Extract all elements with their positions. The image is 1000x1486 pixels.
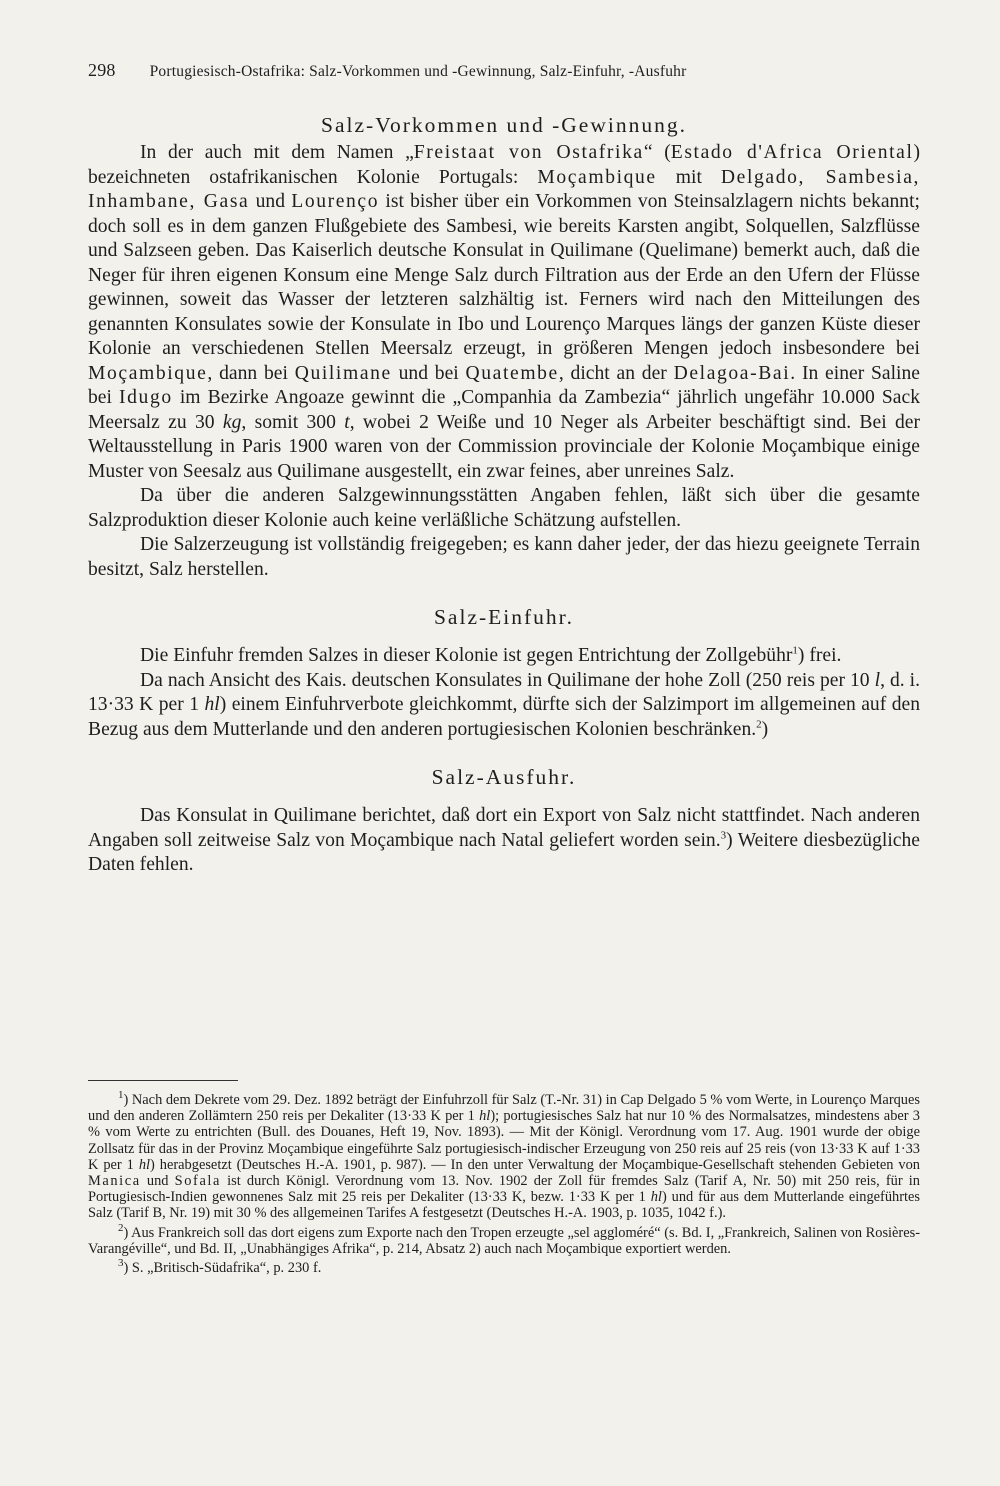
text-run: ) bezeichneten ostafrikanischen Kolonie Portugals: [88,142,921,188]
text-run: ) frei. [797,645,842,666]
text-run: im Bezirke Angoaze gewinnt die „Companhia da Zambezia“ jährlich ungefähr 10.000 Sack Meersalz zu 30 [88,387,920,433]
text-run: ist bisher über ein Vorkommen von Steinsalzlagern nichts bekannt; doch soll es in dem ganzen Flußgebiete des Sambesi, wie bereits Karsten angibt, Solquellen, Salzflüsse und Salzseen geben. Das Kaiserlich deutsche Konsulat in Quilimane (Quelimane) bemerkt auch, daß die Neger für ihren eigenen Konsum eine Menge Salz durch Filtration aus der Erde an den Ufern der Flüsse gewinnen, soweit das Wasser der letzteren salzhältig ist. Ferners wird nach den Mitteilungen des genannten Konsulates sowie der Konsulate in Ibo und Lourenço Marques längs der ganzen Küste dieser Kolonie an verschiedenen Stellen Meersalz erzeugt, in größeren Mengen jedoch insbesondere bei [88,191,920,359]
text-run: und bei [391,362,466,384]
text-run: , d. i. 13·33 K per 1 [88,669,921,715]
paragraph-vorkommen-2: Da über die anderen Salzgewinnungsstätten Angaben fehlen, läßt sich über die gesamte Salzproduktion dieser Kolonie auch keine verläßliche Schätzung aufstellen. [88,485,920,531]
unit-italic: hl [479,1108,491,1125]
footnote-mark: 3 [118,1257,124,1270]
unit-italic: hl [138,1156,151,1173]
unit-italic: kg [222,411,242,433]
text-run: ); portugiesisches Salz hat nur 10 % des Normalsatzes, mindestens aber 3 % vom Werte zu entrichten (Bull. des Douanes, Heft 19, Nov. 1893). — Mit der Königl. Verordnung vom 17. Aug. 1901 wurde der obige Zollsatz für das in der Provinz Moçambique eingeführte Salz portugiesisch-indischer Erzeugung von 250 reis auf 25 reis (von 13·33 K auf 1·33 K per 1 [88,1108,920,1173]
main-text [88,112,920,878]
text-run: ) [761,718,769,740]
footnote-mark: 2 [118,1221,124,1234]
text-run: und [140,1173,175,1190]
unit-italic: hl [204,694,220,715]
text-run: ) und für aus dem Mutterlande eingeführtes Salz (Tarif B, Nr. 19) mit 30 % des allgemeinen Tarifes A festgesetzt (Deutsches H.-A. 1903, p. 1035, 1042 f.). [88,1189,920,1222]
section-title-vorkommen: Salz-Vorkommen und -Gewinnung. [321,113,687,137]
text-run: , dicht an der [558,362,674,384]
paragraph-vorkommen-1 [88,141,920,484]
spaced-term: Moçambique [537,166,657,188]
spaced-term: Delgado, Sambesia, Inhambane, Gasa [88,166,920,212]
spaced-term: Delagoa-Bai [673,362,791,384]
footnote-ref-1[interactable]: 1 [792,644,798,657]
text-run: , wobei 2 Weiße und 10 Neger als Arbeiter beschäftigt sind. Bei der Weltausstellung in Paris 1900 waren von der Commission provinciale der Kolonie Moçambique einige Muster von Seesalz aus Quilimane ausgestellt, ein zwar feines, aber unreines Salz. [88,411,920,482]
footnote-3 [88,1257,920,1277]
spaced-term: Manica [88,1173,141,1190]
text-run: ) einem Einfuhrverbote gleichkommt, dürfte sich der Salzimport im allgemeinen auf den Bezug aus dem Mutterlande und den anderen portugiesischen Kolonien beschränken. [88,694,920,740]
paragraph-vorkommen-3: Die Salzerzeugung ist vollständig freigegeben; es kann daher jeder, der das hiezu geeignete Terrain besitzt, Salz herstellen. [88,534,920,580]
footnote-2 [88,1221,920,1257]
spaced-term: Quatembe [465,362,559,384]
paragraph-ausfuhr-1 [88,804,920,878]
text-run: ist durch Königl. Verordnung vom 13. Nov. 1902 der Zoll für fremdes Salz (Tarif A, Nr. 50) mit 250 reis, für in Portugiesisch-Indien gewonnenes Salz mit 25 reis per Dekaliter (13·33 K, bezw. 1·33 K per 1 [88,1173,920,1206]
spaced-term: Idugo [119,387,173,408]
paragraph-einfuhr-2 [88,669,920,743]
text-run: Da nach Ansicht des Kais. deutschen Konsulates in Quilimane der hohe Zoll (250 reis per 10 [140,669,875,691]
text-run: , somit 300 [241,411,345,433]
unit-italic: l [874,669,881,691]
spaced-term: Sofala [174,1173,222,1190]
page-number: 298 [88,60,116,80]
footnote-1 [88,1089,920,1222]
text-run: . In einer Saline bei [88,362,920,408]
text-run: In der auch mit dem Namen „ [140,142,414,163]
text-run: “ ( [643,142,671,163]
footnote-mark: 1 [118,1089,124,1102]
text-run: , dann bei [207,362,295,384]
unit-italic: hl [650,1189,662,1206]
spaced-term: Freistaat von Ostafrika [413,142,644,163]
running-header [88,60,918,81]
section-title-einfuhr: Salz-Einfuhr. [433,605,575,629]
spaced-term: Quilimane [294,362,392,384]
text-run: ) Nach dem Dekrete vom 29. Dez. 1892 beträgt der Einfuhrzoll für Salz (T.-Nr. 31) in Cap Delgado 5 % vom Werte, in Lourenço Marques und den anderen Zollämtern 250 reis per Dekaliter (13·33 K per 1 [88,1092,920,1125]
spaced-term: Moçambique [88,362,208,384]
text-run: Das Konsulat in Quilimane berichtet, daß dort ein Export von Salz nicht stattfindet. Nach anderen Angaben soll zeitweise Salz von Moçambique nach Natal geliefert worden sein. [88,805,920,851]
text-run: mit [656,166,721,188]
text-run: ) Aus Frankreich soll das dort eigens zum Exporte nach den Tropen erzeugte „sel aggloméré“ (s. Bd. I, „Frankreich, Salinen von Rosières-Varangéville“, und Bd. II, „Unabhängiges Afrika“, p. 214, Absatz 2) auch nach Moçambique exportiert werden. [88,1224,920,1257]
text-run: ) Weitere diesbezügliche Daten fehlen. [88,829,920,875]
text-run: ) herabgesetzt (Deutsches H.-A. 1901, p. 987). — In den unter Verwaltung der Moçambique-Gesellschaft stehenden Gebieten von [150,1156,920,1173]
footnote-ref-2[interactable]: 2 [756,717,762,730]
paragraph-einfuhr-1 [88,644,920,669]
text-run: Die Einfuhr fremden Salzes in dieser Kolonie ist gegen Entrichtung der Zollgebühr [140,645,793,666]
spaced-term: Estado d'Africa Oriental [670,142,914,163]
spaced-term: Lourenço [291,191,380,212]
footnote-divider [88,1080,238,1081]
text-run: und [249,191,292,212]
text-run: ) S. „Britisch-Südafrika“, p. 230 f. [123,1260,322,1277]
footnotes [88,1089,920,1279]
section-title-ausfuhr: Salz-Ausfuhr. [431,765,577,789]
unit-italic: t [344,411,350,433]
running-title: Portugiesisch-Ostafrika: Salz-Vorkommen und -Gewinnung, Salz-Einfuhr, -Ausfuhr [149,63,687,80]
footnote-ref-3[interactable]: 3 [720,828,727,841]
